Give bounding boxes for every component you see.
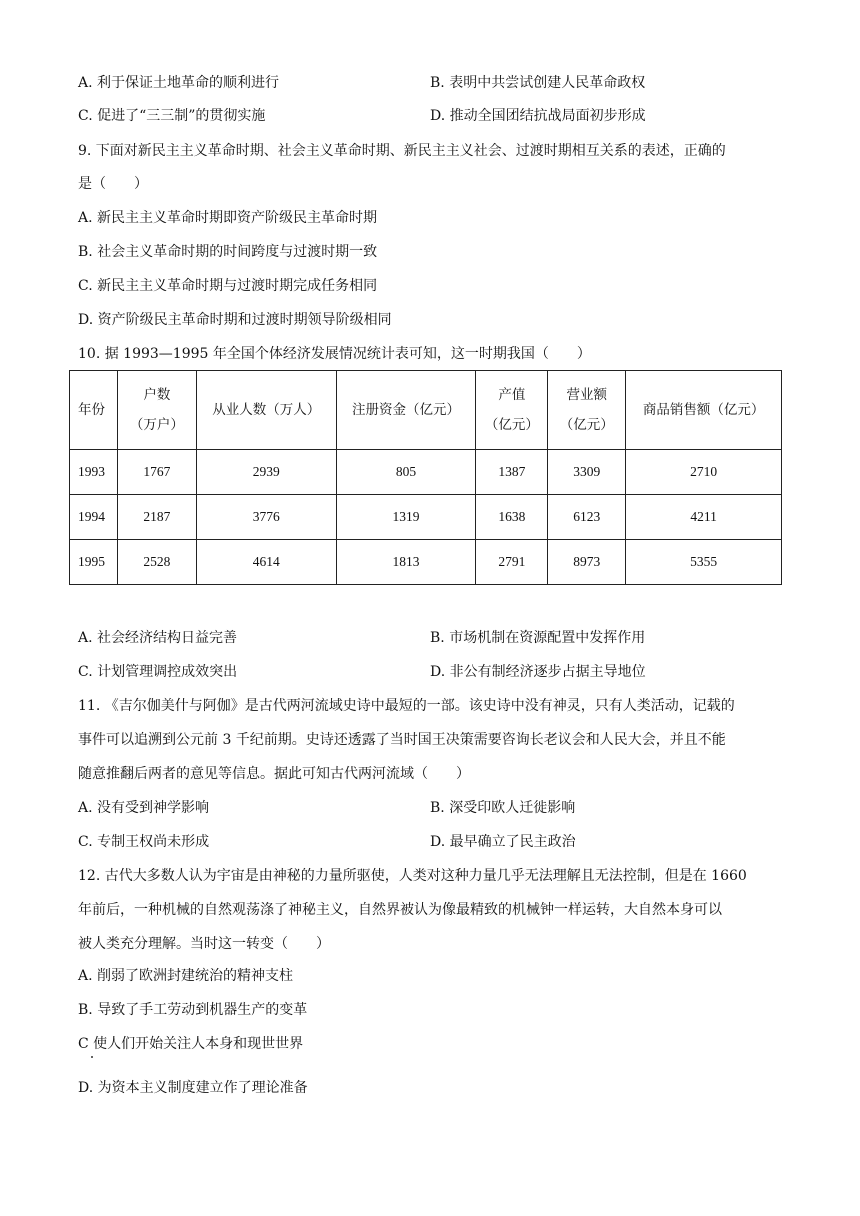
q11-stem-line-1: 11. 《吉尔伽美什与阿伽》是古代两河流域史诗中最短的一部。该史诗中没有神灵，只有人类活动，记载的 (78, 698, 735, 714)
q11-option-c: C. 专制王权尚未形成 (78, 834, 210, 850)
table-cell: 2939 (196, 450, 336, 495)
q10-stem: 10. 据 1993—1995 年全国个体经济发展情况统计表可知，这一时期我国（ ） (78, 346, 591, 362)
table-cell: 2710 (626, 450, 782, 495)
q8-option-a: A. 利于保证土地革命的顺利进行 (78, 75, 280, 91)
header-revenue-line-2: （亿元） (559, 417, 614, 432)
q11-option-d: D. 最早确立了民主政治 (430, 834, 576, 850)
q12-option-a: A. 削弱了欧洲封建统治的精神支柱 (78, 968, 294, 984)
table-cell: 1993 (70, 450, 118, 495)
q11-option-a: A. 没有受到神学影响 (78, 800, 210, 816)
q9-option-d: D. 资产阶级民主革命时期和过渡时期领导阶级相同 (78, 312, 392, 328)
q12-option-c: C 使人们开始关注人本身和现世世界 (78, 1036, 304, 1052)
table-cell: 805 (336, 450, 476, 495)
header-year: 年份 (70, 371, 118, 450)
header-households-line-1: 户数 (143, 387, 171, 402)
table-cell: 1319 (336, 495, 476, 540)
table-row (70, 495, 782, 540)
q9-option-b: B. 社会主义革命时期的时间跨度与过渡时期一致 (78, 244, 378, 260)
q11-stem-line-2: 事件可以追溯到公元前 3 千纪前期。史诗还透露了当时国王决策需要咨询长老议会和人民大会，并且不能 (78, 732, 726, 748)
table-row (70, 540, 782, 585)
q10-option-c: C. 计划管理调控成效突出 (78, 664, 238, 680)
table-header-row (70, 371, 782, 450)
q9-stem-line-1: 9. 下面对新民主主义革命时期、社会主义革命时期、新民主主义社会、过渡时期相互关系的表述，正确的 (78, 143, 726, 159)
table-cell: 8973 (548, 540, 626, 585)
table-cell: 1995 (70, 540, 118, 585)
q12-stem-line-2: 年前后，一种机械的自然观荡涤了神秘主义，自然界被认为像最精致的机械钟一样运转，大自然本身可以 (78, 902, 722, 918)
header-revenue-line-1: 营业额 (566, 387, 607, 402)
q11-stem-line-3: 随意推翻后两者的意见等信息。据此可知古代两河流域（ ） (78, 766, 470, 782)
q10-option-b: B. 市场机制在资源配置中发挥作用 (430, 630, 646, 646)
q8-option-d: D. 推动全国团结抗战局面初步形成 (430, 108, 646, 124)
table-cell: 1387 (476, 450, 548, 495)
header-households (117, 371, 196, 450)
table-cell: 5355 (626, 540, 782, 585)
header-output-line-1: 产值 (498, 387, 526, 402)
q11-option-b: B. 深受印欧人迁徙影响 (430, 800, 576, 816)
table-cell: 2187 (117, 495, 196, 540)
table-cell: 1767 (117, 450, 196, 495)
table-cell: 3309 (548, 450, 626, 495)
header-employees: 从业人数（万人） (196, 371, 336, 450)
table-cell: 4614 (196, 540, 336, 585)
q12-option-d: D. 为资本主义制度建立作了理论准备 (78, 1080, 308, 1096)
table-cell: 2528 (117, 540, 196, 585)
q9-option-c: C. 新民主主义革命时期与过渡时期完成任务相同 (78, 278, 378, 294)
q8-option-c: C. 促进了“三三制”的贯彻实施 (78, 108, 266, 124)
q10-option-d: D. 非公有制经济逐步占据主导地位 (430, 664, 646, 680)
q12-stem-line-3: 被人类充分理解。当时这一转变（ ） (78, 936, 330, 952)
table-cell: 1994 (70, 495, 118, 540)
q10-option-a: A. 社会经济结构日益完善 (78, 630, 238, 646)
q12-stem-line-1: 12. 古代大多数人认为宇宙是由神秘的力量所驱使，人类对这种力量几乎无法理解且无法控制，但是在 1660 (78, 868, 747, 884)
stray-dot-mark (91, 1056, 93, 1058)
table-cell: 4211 (626, 495, 782, 540)
table-cell: 6123 (548, 495, 626, 540)
table-cell: 2791 (476, 540, 548, 585)
table-cell: 1638 (476, 495, 548, 540)
header-households-line-2: （万户） (129, 417, 184, 432)
header-output (476, 371, 548, 450)
header-revenue (548, 371, 626, 450)
header-sales: 商品销售额（亿元） (626, 371, 782, 450)
q12-option-b: B. 导致了手工劳动到机器生产的变革 (78, 1002, 308, 1018)
header-output-line-2: （亿元） (484, 417, 539, 432)
q9-stem-line-2: 是（ ） (78, 176, 148, 192)
q9-option-a: A. 新民主主义革命时期即资产阶级民主革命时期 (78, 210, 378, 226)
table-row (70, 450, 782, 495)
header-registered-capital: 注册资金（亿元） (336, 371, 476, 450)
table-cell: 3776 (196, 495, 336, 540)
q8-option-b: B. 表明中共尝试创建人民革命政权 (430, 75, 646, 91)
table-cell: 1813 (336, 540, 476, 585)
statistics-table (69, 370, 782, 585)
